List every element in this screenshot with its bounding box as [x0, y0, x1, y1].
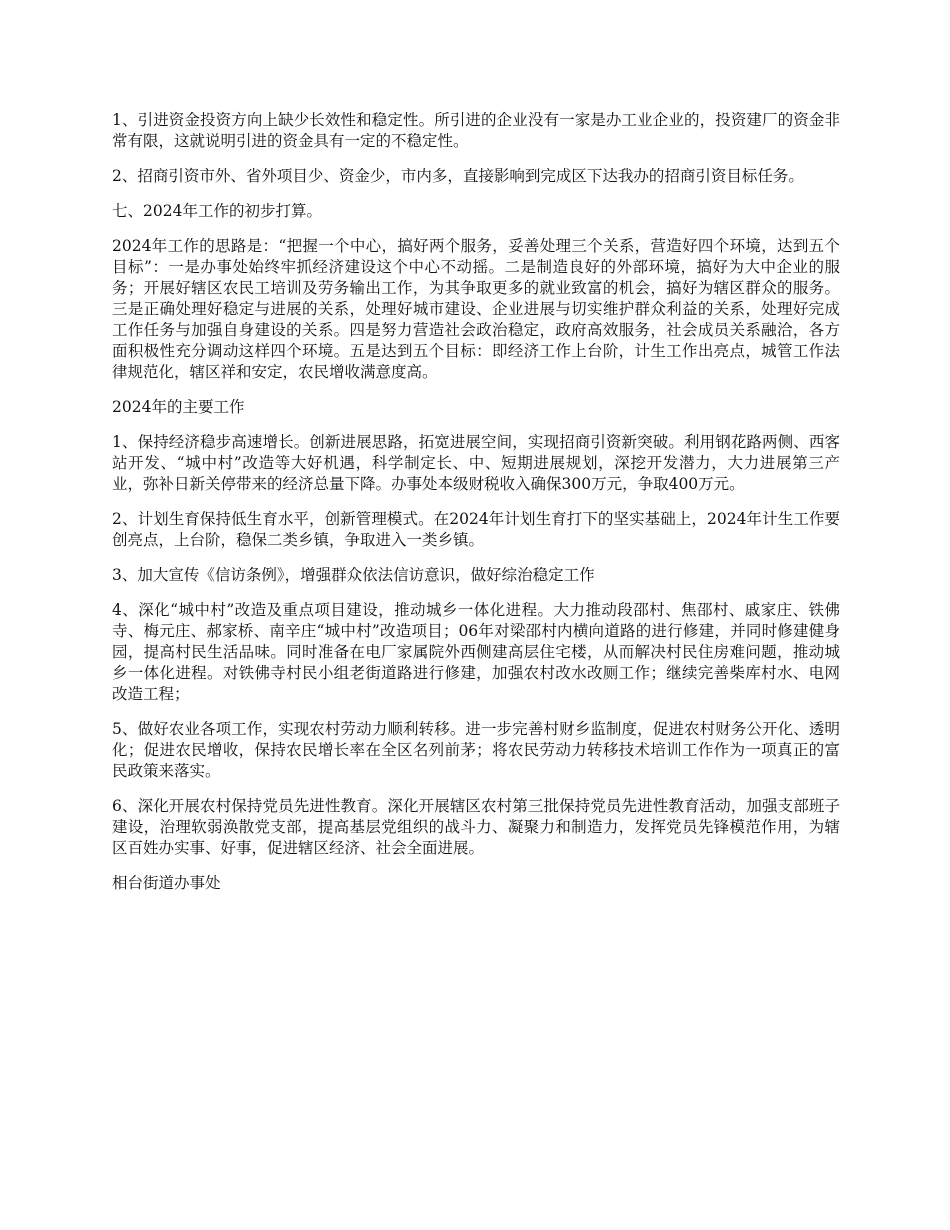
paragraph-task-6: 6、深化开展农村保持党员先进性教育。深化开展辖区农村第三批保持党员先进性教育活动，加强支部班子建设，治理软弱涣散党支部，提高基层党组织的战斗力、凝聚力和制造力，发挥党员先锋模范作用，为辖区百姓办实事、好事，促进辖区经济、社会全面进展。 [112, 797, 840, 857]
paragraph-problem-1: 1、引进资金投资方向上缺少长效性和稳定性。所引进的企业没有一家是办工业企业的，投资建厂的资金非常有限，这就说明引进的资金具有一定的不稳定性。 [112, 111, 840, 150]
section-heading-main-work: 2024年的主要工作 [112, 398, 245, 416]
paragraph-task-4: 4、深化“城中村”改造及重点项目建设，推动城乡一体化进程。大力推动段邵村、焦邵村、戚家庄、铁佛寺、梅元庄、郝家桥、南辛庄“城中村”改造项目；06年对梁邵村内横向道路的进行修建，并同时修建健身园，提高村民生活品味。同时准备在电厂家属院外西侧建高层住宅楼，从而解决村民住房难问题，推动城乡一体化进程。对铁佛寺村民小组老街道路进行修建，加强农村改水改厕工作；继续完善柴库村水、电网改造工程； [112, 601, 840, 703]
paragraph-task-1: 1、保持经济稳步高速增长。创新进展思路，拓宽进展空间，实现招商引资新突破。利用钢花路两侧、西客站开发、“城中村”改造等大好机遇，科学制定长、中、短期进展规划，深挖开发潜力，大力进展第三产业，弥补日新关停带来的经济总量下降。办事处本级财税收入确保300万元，争取400万元。 [112, 433, 840, 493]
paragraph-problem-2: 2、招商引资市外、省外项目少、资金少，市内多，直接影响到完成区下达我办的招商引资目标任务。 [112, 167, 804, 185]
paragraph-task-5: 5、做好农业各项工作，实现农村劳动力顺利转移。进一步完善村财乡监制度，促进农村财务公开化、透明化；促进农民增收，保持农民增长率在全区名列前茅；将农民劳动力转移技术培训工作作为一项真正的富民政策来落实。 [112, 720, 840, 780]
paragraph-task-2: 2、计划生育保持低生育水平，创新管理模式。在2024年计划生育打下的坚实基础上，2024年计生工作要创亮点，上台阶，稳保二类乡镇，争取进入一类乡镇。 [112, 510, 840, 549]
signature-office: 相台街道办事处 [112, 874, 221, 892]
section-heading-plan: 七、2024年工作的初步打算。 [112, 202, 322, 220]
document-body [112, 110, 840, 908]
paragraph-work-ideas: 2024年工作的思路是：“把握一个中心，搞好两个服务，妥善处理三个关系，营造好四个环境，达到五个目标”：一是办事处始终牢抓经济建设这个中心不动摇。二是制造良好的外部环境，搞好为大中企业的服务；开展好辖区农民工培训及劳务输出工作，为其争取更多的就业致富的机会，搞好为辖区群众的服务。三是正确处理好稳定与进展的关系，处理好城市建设、企业进展与切实维护群众利益的关系，处理好完成工作任务与加强自身建设的关系。四是努力营造社会政治稳定，政府高效服务，社会成员关系融洽，各方面积极性充分调动这样四个环境。五是达到五个目标：即经济工作上台阶，计生工作出亮点，城管工作法律规范化，辖区祥和安定，农民增收满意度高。 [112, 237, 840, 381]
paragraph-task-3: 3、加大宣传《信访条例》，增强群众依法信访意识，做好综治稳定工作 [112, 566, 595, 584]
